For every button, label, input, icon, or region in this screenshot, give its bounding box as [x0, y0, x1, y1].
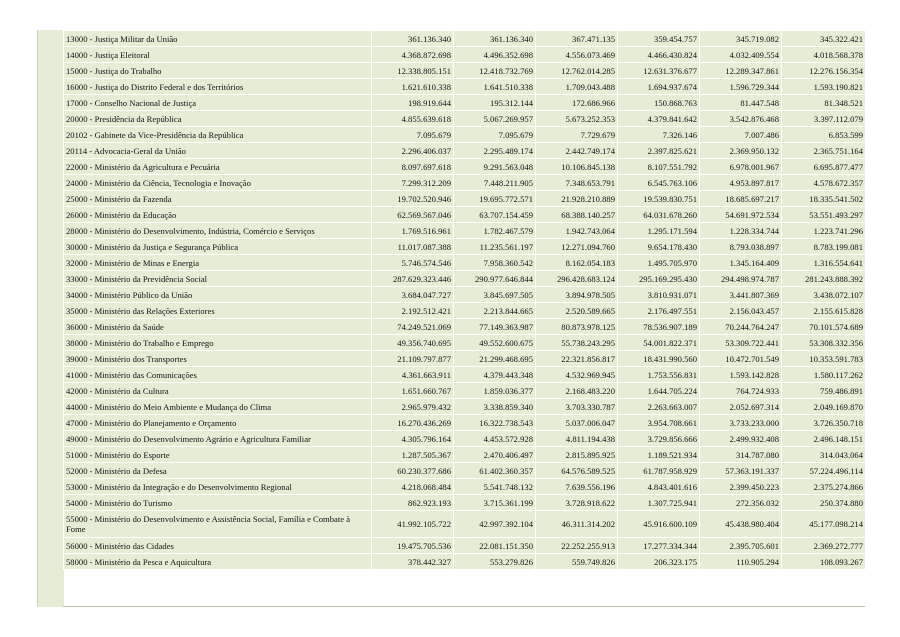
value-cell: 21.928.210.889	[536, 191, 617, 206]
value-cell: 287.629.323.446	[372, 271, 453, 286]
organ-name-cell: 14000 - Justiça Eleitoral	[64, 47, 371, 62]
value-cell: 4.556.073.469	[536, 47, 617, 62]
value-cell: 12.276.156.354	[782, 63, 865, 78]
organ-name-cell: 53000 - Ministério da Integração e do Desenvolvimento Regional	[64, 479, 371, 494]
value-cell: 1.580.117.262	[782, 367, 865, 382]
value-cell: 3.397.112.079	[782, 111, 865, 126]
value-cell: 2.375.274.866	[782, 479, 865, 494]
organ-name-cell: 56000 - Ministério das Cidades	[64, 538, 371, 553]
value-cell: 2.192.512.421	[372, 303, 453, 318]
organ-name-cell: 58000 - Ministério da Pesca e Aquicultura	[64, 554, 371, 569]
organ-name-cell: 22000 - Ministério da Agricultura e Pecuária	[64, 159, 371, 174]
value-cell: 1.593.142.828	[700, 367, 781, 382]
value-cell: 7.299.312.209	[372, 175, 453, 190]
value-cell: 1.307.725.941	[618, 495, 699, 510]
value-cell: 1.694.937.674	[618, 79, 699, 94]
value-cell: 2.155.615.828	[782, 303, 865, 318]
table-row	[64, 143, 865, 158]
organ-name-cell: 20114 - Advocacia-Geral da União	[64, 143, 371, 158]
value-cell: 2.295.489.174	[454, 143, 535, 158]
value-cell: 2.520.589.665	[536, 303, 617, 318]
table-body	[64, 31, 865, 569]
value-cell: 7.958.360.542	[454, 255, 535, 270]
value-cell: 2.496.148.151	[782, 431, 865, 446]
value-cell: 5.067.269.957	[454, 111, 535, 126]
value-cell: 49.552.600.675	[454, 335, 535, 350]
value-cell: 54.001.822.371	[618, 335, 699, 350]
table-row	[64, 463, 865, 478]
value-cell: 2.369.950.132	[700, 143, 781, 158]
value-cell: 4.532.969.945	[536, 367, 617, 382]
value-cell: 5.541.748.132	[454, 479, 535, 494]
budget-table	[63, 30, 866, 570]
value-cell: 77.149.363.987	[454, 319, 535, 334]
value-cell: 64.031.678.260	[618, 207, 699, 222]
table-row	[64, 431, 865, 446]
value-cell: 3.338.859.340	[454, 399, 535, 414]
value-cell: 4.843.401.616	[618, 479, 699, 494]
value-cell: 74.249.521.069	[372, 319, 453, 334]
value-cell: 45.438.980.404	[700, 511, 781, 537]
value-cell: 63.707.154.459	[454, 207, 535, 222]
value-cell: 8.162.054.183	[536, 255, 617, 270]
table-row	[64, 415, 865, 430]
value-cell: 4.379.841.642	[618, 111, 699, 126]
value-cell: 19.695.772.571	[454, 191, 535, 206]
value-cell: 198.919.644	[372, 95, 453, 110]
value-cell: 19.702.520.946	[372, 191, 453, 206]
value-cell: 2.296.406.037	[372, 143, 453, 158]
value-cell: 3.703.330.787	[536, 399, 617, 414]
value-cell: 4.361.663.911	[372, 367, 453, 382]
value-cell: 7.007.486	[700, 127, 781, 142]
organ-name-cell: 26000 - Ministério da Educação	[64, 207, 371, 222]
value-cell: 45.177.098.214	[782, 511, 865, 537]
value-cell: 3.845.697.505	[454, 287, 535, 302]
value-cell: 61.402.360.357	[454, 463, 535, 478]
value-cell: 345.719.082	[700, 31, 781, 46]
organ-name-cell: 28000 - Ministério do Desenvolvimento, Indústria, Comércio e Serviços	[64, 223, 371, 238]
value-cell: 1.942.743.064	[536, 223, 617, 238]
table-row	[64, 207, 865, 222]
value-cell: 367.471.135	[536, 31, 617, 46]
value-cell: 16.322.738.543	[454, 415, 535, 430]
value-cell: 378.442.327	[372, 554, 453, 569]
table-row	[64, 47, 865, 62]
organ-name-cell: 47000 - Ministério do Planejamento e Orçamento	[64, 415, 371, 430]
value-cell: 4.578.672.357	[782, 175, 865, 190]
value-cell: 1.228.334.744	[700, 223, 781, 238]
table-row	[64, 399, 865, 414]
value-cell: 7.729.679	[536, 127, 617, 142]
value-cell: 5.037.006.047	[536, 415, 617, 430]
value-cell: 9.291.563.048	[454, 159, 535, 174]
value-cell: 22.321.856.817	[536, 351, 617, 366]
value-cell: 6.695.877.477	[782, 159, 865, 174]
value-cell: 64.576.589.525	[536, 463, 617, 478]
organ-name-cell: 36000 - Ministério da Saúde	[64, 319, 371, 334]
organ-name-cell: 17000 - Conselho Nacional de Justiça	[64, 95, 371, 110]
value-cell: 1.782.467.579	[454, 223, 535, 238]
value-cell: 12.338.805.151	[372, 63, 453, 78]
value-cell: 4.453.572.928	[454, 431, 535, 446]
value-cell: 1.495.705.970	[618, 255, 699, 270]
value-cell: 8.783.199.081	[782, 239, 865, 254]
value-cell: 206.323.175	[618, 554, 699, 569]
value-cell: 12.631.376.677	[618, 63, 699, 78]
value-cell: 6.978.001.967	[700, 159, 781, 174]
value-cell: 54.691.972.534	[700, 207, 781, 222]
value-cell: 19.475.705.536	[372, 538, 453, 553]
table-row	[64, 95, 865, 110]
table-row	[64, 159, 865, 174]
value-cell: 361.136.340	[372, 31, 453, 46]
value-cell: 12.418.732.769	[454, 63, 535, 78]
table-row	[64, 255, 865, 270]
value-cell: 3.894.978.505	[536, 287, 617, 302]
organ-name-cell: 52000 - Ministério da Defesa	[64, 463, 371, 478]
value-cell: 296.428.683.124	[536, 271, 617, 286]
value-cell: 2.365.751.164	[782, 143, 865, 158]
organ-name-cell: 33000 - Ministério da Previdência Social	[64, 271, 371, 286]
value-cell: 53.308.332.356	[782, 335, 865, 350]
value-cell: 1.709.043.488	[536, 79, 617, 94]
value-cell: 3.728.918.622	[536, 495, 617, 510]
value-cell: 290.977.646.844	[454, 271, 535, 286]
value-cell: 21.299.468.695	[454, 351, 535, 366]
value-cell: 2.442.749.174	[536, 143, 617, 158]
value-cell: 2.470.406.497	[454, 447, 535, 462]
value-cell: 70.101.574.689	[782, 319, 865, 334]
value-cell: 1.223.741.296	[782, 223, 865, 238]
value-cell: 80.873.978.125	[536, 319, 617, 334]
value-cell: 4.953.897.817	[700, 175, 781, 190]
value-cell: 764.724.933	[700, 383, 781, 398]
value-cell: 359.454.757	[618, 31, 699, 46]
value-cell: 294.498.974.787	[700, 271, 781, 286]
table-row	[64, 63, 865, 78]
value-cell: 172.686.966	[536, 95, 617, 110]
table-row	[64, 79, 865, 94]
value-cell: 2.213.844.665	[454, 303, 535, 318]
value-cell: 18.431.990.560	[618, 351, 699, 366]
organ-name-cell: 39000 - Ministério dos Transportes	[64, 351, 371, 366]
value-cell: 22.252.255.913	[536, 538, 617, 553]
table-row	[64, 447, 865, 462]
table-row	[64, 223, 865, 238]
table-row	[64, 538, 865, 553]
value-cell: 8.793.038.897	[700, 239, 781, 254]
value-cell: 19.539.830.751	[618, 191, 699, 206]
value-cell: 7.448.211.905	[454, 175, 535, 190]
table-row	[64, 495, 865, 510]
value-cell: 81.447.548	[700, 95, 781, 110]
organ-name-cell: 42000 - Ministério da Cultura	[64, 383, 371, 398]
value-cell: 361.136.340	[454, 31, 535, 46]
value-cell: 4.855.639.618	[372, 111, 453, 126]
table-row	[64, 303, 865, 318]
value-cell: 2.397.825.621	[618, 143, 699, 158]
value-cell: 250.374.880	[782, 495, 865, 510]
value-cell: 2.395.705.601	[700, 538, 781, 553]
value-cell: 62.569.567.046	[372, 207, 453, 222]
value-cell: 18.335.541.502	[782, 191, 865, 206]
value-cell: 1.596.729.344	[700, 79, 781, 94]
value-cell: 4.368.872.698	[372, 47, 453, 62]
value-cell: 10.472.701.549	[700, 351, 781, 366]
organ-name-cell: 34000 - Ministério Público da União	[64, 287, 371, 302]
value-cell: 3.684.047.727	[372, 287, 453, 302]
value-cell: 57.363.191.337	[700, 463, 781, 478]
table-row	[64, 191, 865, 206]
value-cell: 9.654.178.430	[618, 239, 699, 254]
table-row	[64, 31, 865, 46]
organ-name-cell: 20102 - Gabinete da Vice-Presidência da República	[64, 127, 371, 142]
value-cell: 281.243.888.392	[782, 271, 865, 286]
value-cell: 2.815.895.925	[536, 447, 617, 462]
value-cell: 1.189.521.934	[618, 447, 699, 462]
table-row	[64, 127, 865, 142]
value-cell: 345.322.421	[782, 31, 865, 46]
value-cell: 12.289.347.861	[700, 63, 781, 78]
value-cell: 21.109.797.877	[372, 351, 453, 366]
table-row	[64, 335, 865, 350]
value-cell: 5.673.252.353	[536, 111, 617, 126]
value-cell: 1.641.510.338	[454, 79, 535, 94]
value-cell: 3.729.856.666	[618, 431, 699, 446]
organ-name-cell: 41000 - Ministério das Comunicações	[64, 367, 371, 382]
value-cell: 272.356.032	[700, 495, 781, 510]
organ-name-cell: 55000 - Ministério do Desenvolvimento e Assistência Social, Família e Combate à Fome	[64, 511, 371, 537]
value-cell: 18.685.697.217	[700, 191, 781, 206]
value-cell: 3.438.072.107	[782, 287, 865, 302]
organ-name-cell: 13000 - Justiça Militar da União	[64, 31, 371, 46]
organ-name-cell: 54000 - Ministério do Turismo	[64, 495, 371, 510]
table-row	[64, 479, 865, 494]
value-cell: 46.311.314.202	[536, 511, 617, 537]
table-row	[64, 239, 865, 254]
value-cell: 1.753.556.831	[618, 367, 699, 382]
value-cell: 4.018.568.378	[782, 47, 865, 62]
value-cell: 1.621.610.338	[372, 79, 453, 94]
organ-name-cell: 30000 - Ministério da Justiça e Segurança Pública	[64, 239, 371, 254]
value-cell: 314.043.064	[782, 447, 865, 462]
organ-name-cell: 25000 - Ministério da Fazenda	[64, 191, 371, 206]
value-cell: 7.326.146	[618, 127, 699, 142]
value-cell: 57.224.496.114	[782, 463, 865, 478]
value-cell: 2.176.497.551	[618, 303, 699, 318]
value-cell: 3.715.361.199	[454, 495, 535, 510]
value-cell: 1.651.660.767	[372, 383, 453, 398]
value-cell: 150.868.763	[618, 95, 699, 110]
value-cell: 8.107.551.792	[618, 159, 699, 174]
value-cell: 3.441.807.369	[700, 287, 781, 302]
organ-name-cell: 44000 - Ministério do Meio Ambiente e Mudança do Clima	[64, 399, 371, 414]
table-row	[64, 287, 865, 302]
organ-name-cell: 32000 - Ministério de Minas e Energia	[64, 255, 371, 270]
value-cell: 41.992.105.722	[372, 511, 453, 537]
value-cell: 4.032.409.554	[700, 47, 781, 62]
value-cell: 7.095.679	[454, 127, 535, 142]
value-cell: 8.097.697.618	[372, 159, 453, 174]
value-cell: 295.169.295.430	[618, 271, 699, 286]
left-margin-column	[37, 30, 64, 607]
value-cell: 5.746.574.546	[372, 255, 453, 270]
value-cell: 3.542.876.468	[700, 111, 781, 126]
value-cell: 6.545.763.106	[618, 175, 699, 190]
value-cell: 81.348.521	[782, 95, 865, 110]
value-cell: 16.270.436.269	[372, 415, 453, 430]
value-cell: 2.965.979.432	[372, 399, 453, 414]
table-row	[64, 111, 865, 126]
value-cell: 4.496.352.698	[454, 47, 535, 62]
value-cell: 2.369.272.777	[782, 538, 865, 553]
organ-name-cell: 49000 - Ministério do Desenvolvimento Agrário e Agricultura Familiar	[64, 431, 371, 446]
value-cell: 78.536.907.189	[618, 319, 699, 334]
organ-name-cell: 51000 - Ministério do Esporte	[64, 447, 371, 462]
organ-name-cell: 15000 - Justiça do Trabalho	[64, 63, 371, 78]
value-cell: 862.923.193	[372, 495, 453, 510]
organ-name-cell: 24000 - Ministério da Ciência, Tecnologia e Inovação	[64, 175, 371, 190]
value-cell: 2.399.450.223	[700, 479, 781, 494]
organ-name-cell: 35000 - Ministério das Relações Exteriores	[64, 303, 371, 318]
organ-name-cell: 20000 - Presidência da República	[64, 111, 371, 126]
organ-name-cell: 16000 - Justiça do Distrito Federal e dos Territórios	[64, 79, 371, 94]
value-cell: 4.466.430.824	[618, 47, 699, 62]
value-cell: 195.312.144	[454, 95, 535, 110]
value-cell: 2.263.663.007	[618, 399, 699, 414]
value-cell: 2.168.483.220	[536, 383, 617, 398]
value-cell: 7.639.556.196	[536, 479, 617, 494]
value-cell: 2.052.697.314	[700, 399, 781, 414]
value-cell: 2.156.043.457	[700, 303, 781, 318]
value-cell: 53.309.722.441	[700, 335, 781, 350]
value-cell: 45.916.600.109	[618, 511, 699, 537]
value-cell: 3.954.708.661	[618, 415, 699, 430]
table-bottom-border	[63, 606, 865, 607]
value-cell: 4.305.796.164	[372, 431, 453, 446]
value-cell: 1.593.190.821	[782, 79, 865, 94]
value-cell: 42.997.392.104	[454, 511, 535, 537]
value-cell: 1.295.171.594	[618, 223, 699, 238]
value-cell: 17.277.334.344	[618, 538, 699, 553]
value-cell: 10.106.845.138	[536, 159, 617, 174]
table-row	[64, 383, 865, 398]
value-cell: 6.853.599	[782, 127, 865, 142]
value-cell: 2.049.169.870	[782, 399, 865, 414]
value-cell: 1.345.164.409	[700, 255, 781, 270]
value-cell: 1.769.516.961	[372, 223, 453, 238]
value-cell: 1.859.036.377	[454, 383, 535, 398]
value-cell: 2.499.932.408	[700, 431, 781, 446]
value-cell: 3.726.350.718	[782, 415, 865, 430]
table-row	[64, 511, 865, 537]
value-cell: 12.762.014.285	[536, 63, 617, 78]
value-cell: 70.244.764.247	[700, 319, 781, 334]
value-cell: 108.093.267	[782, 554, 865, 569]
table-row	[64, 554, 865, 569]
value-cell: 10.353.591.783	[782, 351, 865, 366]
value-cell: 759.486.891	[782, 383, 865, 398]
table-row	[64, 351, 865, 366]
value-cell: 559.749.826	[536, 554, 617, 569]
value-cell: 3.733.233.000	[700, 415, 781, 430]
table-row	[64, 367, 865, 382]
value-cell: 314.787.080	[700, 447, 781, 462]
organ-name-cell: 38000 - Ministério do Trabalho e Emprego	[64, 335, 371, 350]
value-cell: 3.810.931.071	[618, 287, 699, 302]
value-cell: 55.738.243.295	[536, 335, 617, 350]
value-cell: 1.644.705.224	[618, 383, 699, 398]
value-cell: 61.787.958.929	[618, 463, 699, 478]
table-row	[64, 175, 865, 190]
value-cell: 4.218.068.484	[372, 479, 453, 494]
value-cell: 4.379.443.348	[454, 367, 535, 382]
value-cell: 4.811.194.438	[536, 431, 617, 446]
value-cell: 60.230.377.686	[372, 463, 453, 478]
table-row	[64, 319, 865, 334]
value-cell: 553.279.826	[454, 554, 535, 569]
value-cell: 68.388.140.257	[536, 207, 617, 222]
value-cell: 11.235.561.197	[454, 239, 535, 254]
value-cell: 7.348.653.791	[536, 175, 617, 190]
value-cell: 12.271.094.760	[536, 239, 617, 254]
table-row	[64, 271, 865, 286]
value-cell: 49.356.740.695	[372, 335, 453, 350]
value-cell: 7.095.679	[372, 127, 453, 142]
value-cell: 53.551.493.297	[782, 207, 865, 222]
value-cell: 1.287.505.367	[372, 447, 453, 462]
value-cell: 1.316.554.641	[782, 255, 865, 270]
value-cell: 22.081.151.350	[454, 538, 535, 553]
value-cell: 110.905.294	[700, 554, 781, 569]
value-cell: 11.017.087.388	[372, 239, 453, 254]
